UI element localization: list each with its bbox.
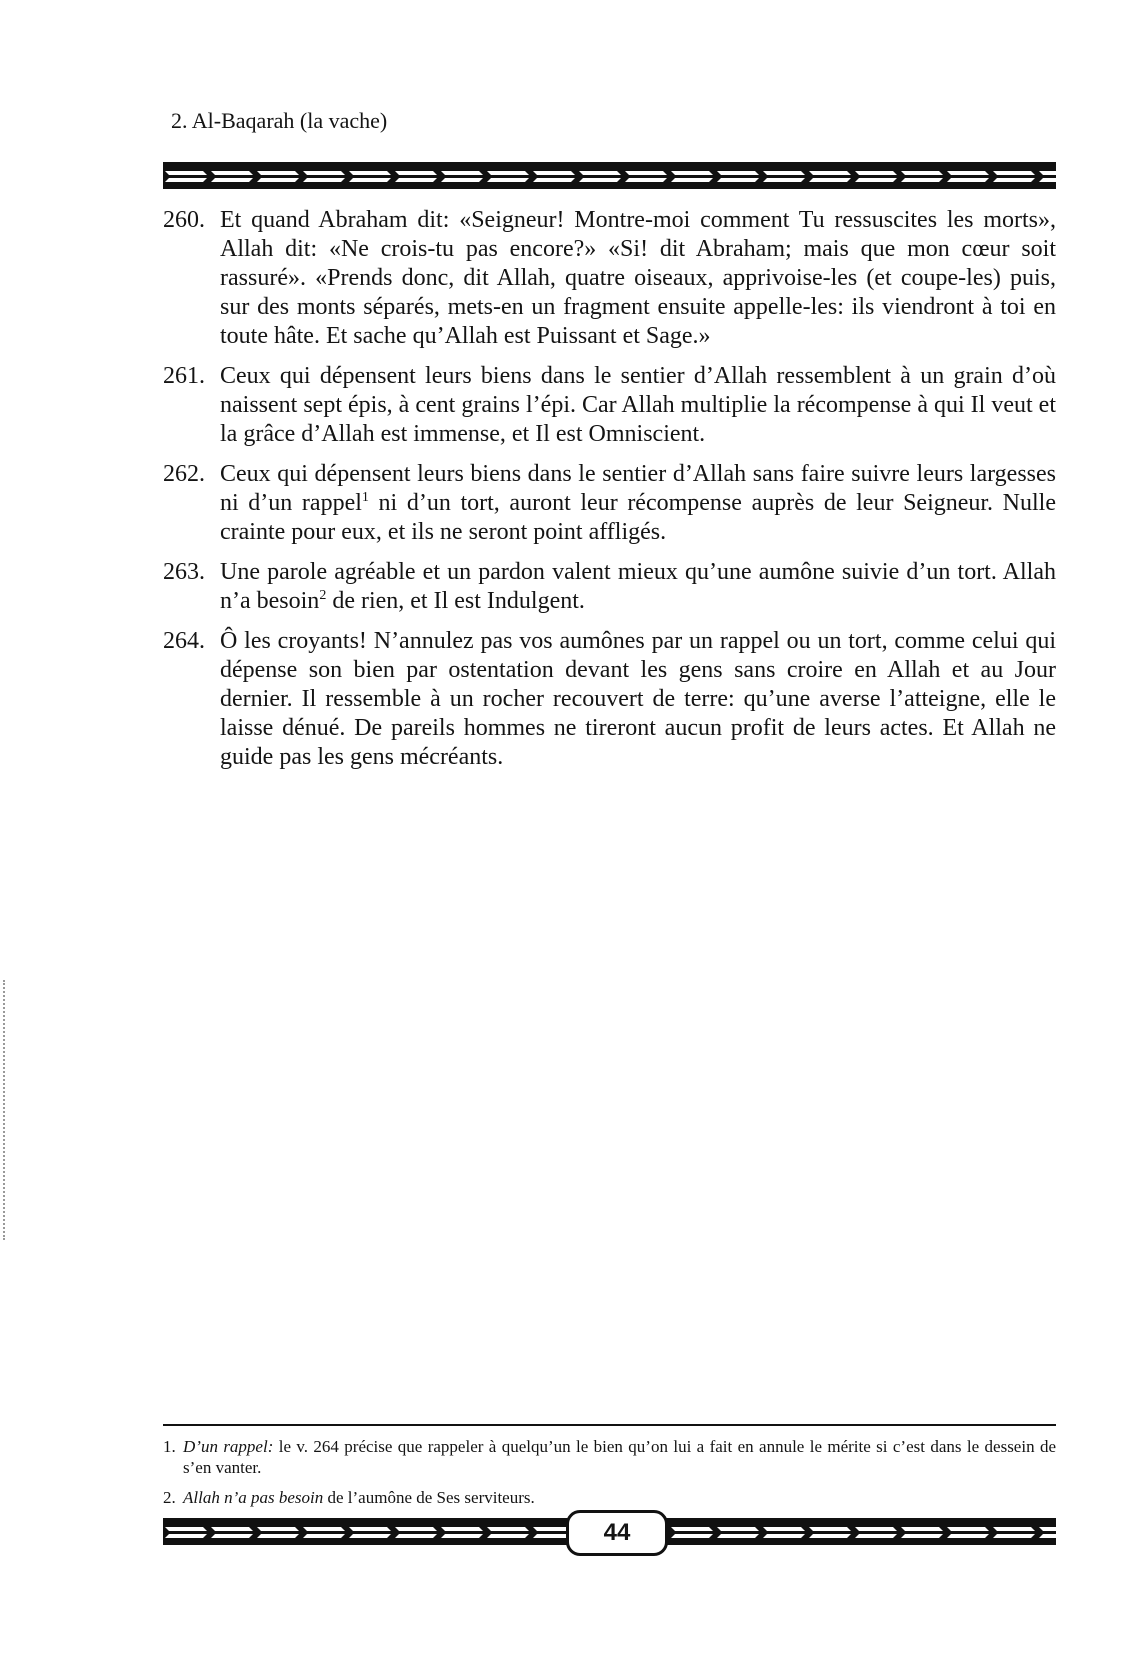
footnote-term: Allah n’a pas besoin — [183, 1488, 324, 1507]
footnote-ref[interactable]: 2 — [319, 588, 327, 603]
verse-text — [220, 460, 1056, 547]
verse-264 — [163, 627, 1056, 772]
footnote-2 — [163, 1487, 1056, 1508]
verse-number: 263. — [163, 559, 205, 585]
verse-text: Ceux qui dépensent leurs biens dans le sentier d’Allah ressemblent à un grain d’où naissent sept épis, à cent grains l’épi. Car Allah multiplie la récompense à qui Il veut et la grâce d’Allah est immense, et Il est Omniscient. — [220, 363, 1056, 447]
verse-text: Et quand Abraham dit: «Seigneur! Montre-moi comment Tu ressuscites les morts», Allah dit: «Ne crois-tu pas encore?» «Si! dit Abraham; mais que mon cœur soit rassuré». «Prends donc, dit Allah, quatre oiseaux, apprivoise-les (et coupe-les) puis, sur des monts séparés, mets-en un fragment ensuite appelle-les: ils viendront à toi en toute hâte. Et sache qu’Allah est Puissant et Sage.» — [220, 207, 1056, 349]
verse-text — [220, 558, 1056, 616]
verse-text-part: Ceux qui dépensent leurs biens dans le sentier d’Allah sans faire suivre leurs largesses ni d’un rappel — [220, 461, 1056, 516]
verse-text: Ô les croyants! N’annulez pas vos aumônes par un rappel ou un tort, comme celui qui dépense son bien par ostentation devant les gens sans croire en Allah et au Jour dernier. Il ressemble à un rocher recouvert de terre: qu’une averse l’atteigne, elle le laisse dénué. De pareils hommes ne tireront aucun profit de leurs actes. Et Allah ne guide pas les gens mécréants. — [220, 628, 1056, 770]
footnote-number: 1. — [163, 1437, 176, 1456]
page-number: 44 — [566, 1510, 668, 1556]
footnote-number: 2. — [163, 1488, 176, 1507]
verse-262 — [163, 460, 1056, 547]
footnote-text — [183, 1487, 1056, 1508]
verse-261 — [163, 362, 1056, 449]
footnote-body: de l’aumône de Ses serviteurs. — [323, 1488, 535, 1507]
verse-number: 261. — [163, 363, 205, 389]
footnote-body: le v. 264 précise que rappeler à quelqu’un le bien qu’on lui a fait en annule le mérite si c’est dans le dessein de s’en vanter. — [183, 1437, 1057, 1477]
margin-scan-artifact — [3, 980, 7, 1240]
footnote-text — [183, 1436, 1056, 1478]
verse-text-part: ni d’un tort, auront leur récompense auprès de leur Seigneur. Nulle crainte pour eux, et ils ne seront point affligés. — [220, 490, 1057, 545]
footnote-term: D’un rappel: — [183, 1437, 274, 1456]
page-header: 2. Al-Baqarah (la vache) — [171, 108, 388, 133]
footnote-rule — [163, 1424, 1056, 1426]
footnotes — [163, 1436, 1056, 1517]
verse-text-part: Une parole agréable et un pardon valent mieux qu’une aumône suivie d’un tort. Allah n’a besoin — [220, 559, 1056, 614]
verse-263 — [163, 558, 1056, 616]
verse-list — [163, 206, 1056, 783]
footnote-1 — [163, 1436, 1056, 1478]
decorative-band-top — [163, 162, 1056, 189]
verse-number: 264. — [163, 628, 205, 654]
verse-number: 262. — [163, 461, 205, 487]
verse-260 — [163, 206, 1056, 351]
verse-number: 260. — [163, 207, 205, 233]
footnote-ref[interactable]: 1 — [361, 490, 369, 505]
verse-text-part: de rien, et Il est Indulgent. — [326, 588, 585, 614]
